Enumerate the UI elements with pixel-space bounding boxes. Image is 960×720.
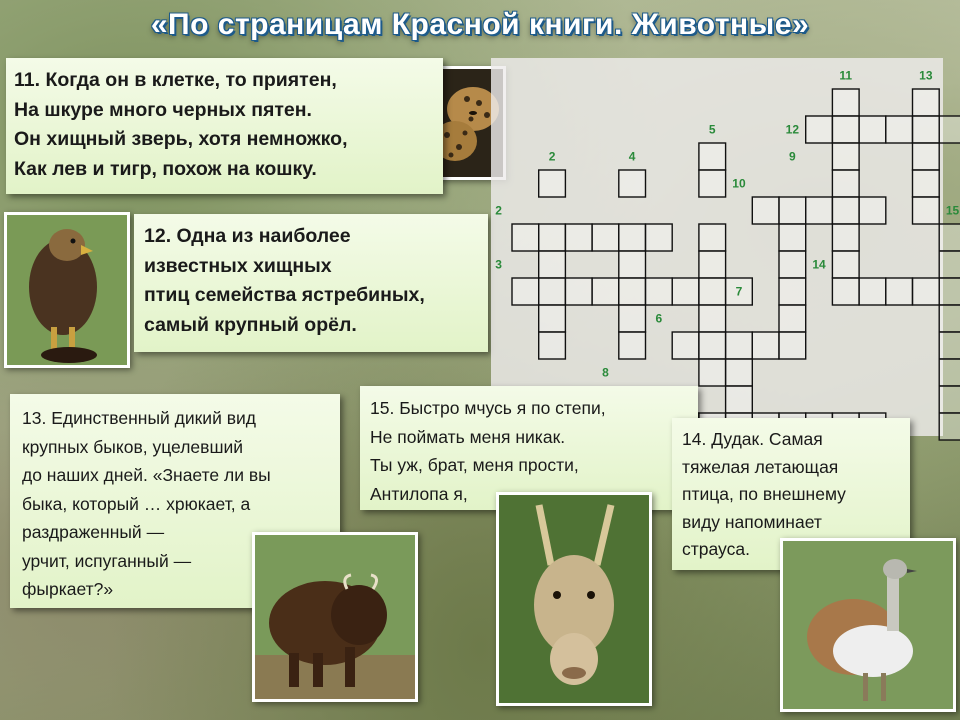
- crossword-cell[interactable]: [539, 251, 566, 278]
- crossword-cell[interactable]: [806, 197, 833, 224]
- crossword-cell[interactable]: [539, 278, 566, 305]
- clue-13-line: крупных быков, уцелевший: [22, 436, 244, 457]
- crossword-cell[interactable]: [779, 278, 806, 305]
- crossword-cell[interactable]: [859, 278, 886, 305]
- crossword-cell[interactable]: [939, 332, 960, 359]
- crossword-clue-number: 7: [735, 284, 743, 299]
- crossword-cell[interactable]: [832, 143, 859, 170]
- crossword-cell[interactable]: [752, 197, 779, 224]
- crossword-cell[interactable]: [539, 170, 566, 197]
- crossword-cell[interactable]: [779, 332, 806, 359]
- crossword-cell[interactable]: [939, 305, 960, 332]
- crossword-clue-number: 11: [839, 68, 853, 83]
- clue-11-line: 11. Когда он в клетке, то приятен,: [14, 69, 337, 91]
- crossword-cell[interactable]: [699, 143, 726, 170]
- clue-12-line: известных хищных: [144, 254, 332, 277]
- crossword-cell[interactable]: [699, 224, 726, 251]
- crossword-cell[interactable]: [699, 251, 726, 278]
- crossword-cell[interactable]: [939, 413, 960, 440]
- crossword-cell[interactable]: [726, 332, 753, 359]
- crossword-clue-number: 2: [495, 203, 502, 218]
- eagle-photo: [4, 212, 130, 368]
- crossword-cell[interactable]: [619, 332, 646, 359]
- crossword-cell[interactable]: [512, 278, 539, 305]
- crossword-cell[interactable]: [619, 170, 646, 197]
- crossword-cell[interactable]: [779, 224, 806, 251]
- crossword-cell[interactable]: [592, 224, 619, 251]
- crossword-cell[interactable]: [859, 197, 886, 224]
- crossword-cell[interactable]: [699, 359, 726, 386]
- crossword-cell[interactable]: [913, 143, 940, 170]
- crossword-clue-number: 9: [789, 149, 796, 164]
- clue-15-line: Ты уж, брат, меня прости,: [370, 455, 579, 475]
- crossword-cell[interactable]: [832, 251, 859, 278]
- crossword-cell[interactable]: [939, 386, 960, 413]
- crossword-cell[interactable]: [886, 116, 913, 143]
- crossword-cell[interactable]: [752, 332, 779, 359]
- clue-card-12: [134, 214, 488, 352]
- crossword-cell[interactable]: [806, 116, 833, 143]
- bison-photo: [252, 532, 418, 702]
- clue-13-line: 13. Единственный дикий вид: [22, 408, 256, 428]
- crossword-cell[interactable]: [646, 224, 673, 251]
- crossword-cell[interactable]: [859, 116, 886, 143]
- slide-title: «По страницам Красной книги. Животные»: [150, 8, 810, 41]
- crossword-cell[interactable]: [619, 224, 646, 251]
- crossword-clue-number: 6: [655, 311, 663, 326]
- crossword-cell[interactable]: [832, 116, 859, 143]
- crossword-cell[interactable]: [939, 224, 960, 251]
- crossword-cell[interactable]: [539, 305, 566, 332]
- clue-15-line: Не поймать меня никак.: [370, 426, 566, 447]
- crossword-cell[interactable]: [939, 116, 960, 143]
- crossword-grid: [491, 58, 960, 436]
- crossword-clue-number: 4: [628, 149, 636, 164]
- crossword-cell[interactable]: [539, 224, 566, 251]
- crossword-cell[interactable]: [726, 386, 753, 413]
- clue-14-line: птица, по внешнему: [682, 484, 846, 504]
- crossword-cell[interactable]: [619, 305, 646, 332]
- crossword-cell[interactable]: [913, 278, 940, 305]
- clue-card-11: [6, 58, 443, 194]
- crossword-clue-number: 8: [602, 365, 609, 380]
- crossword-cell[interactable]: [699, 305, 726, 332]
- crossword-clue-number: 3: [495, 257, 502, 272]
- crossword-cell[interactable]: [779, 305, 806, 332]
- clue-13-line: урчит, испуганный —: [22, 550, 192, 571]
- clue-11-line: На шкуре много черных пятен.: [14, 98, 312, 121]
- crossword-cell[interactable]: [913, 116, 940, 143]
- clue-15-line: 15. Быстро мчусь я по степи,: [370, 398, 606, 418]
- crossword-cell[interactable]: [592, 278, 619, 305]
- clue-11-line: Как лев и тигр, похож на кошку.: [14, 157, 317, 180]
- crossword-cell[interactable]: [779, 251, 806, 278]
- crossword-cell[interactable]: [832, 197, 859, 224]
- clue-13-line: быка, который … хрюкает, а: [22, 493, 251, 514]
- clue-11-line: Он хищный зверь, хотя немножко,: [14, 128, 348, 150]
- clue-14-line: тяжелая летающая: [682, 456, 839, 477]
- saiga-photo: [496, 492, 652, 706]
- crossword-clue-number: 2: [548, 149, 556, 164]
- crossword-cell[interactable]: [565, 224, 592, 251]
- clue-12-line: птиц семейства ястребиных,: [144, 284, 425, 306]
- crossword-clue-number: 13: [919, 68, 933, 83]
- crossword-cell[interactable]: [726, 359, 753, 386]
- clue-13-line: фыркает?»: [22, 579, 114, 599]
- crossword-cell[interactable]: [886, 278, 913, 305]
- crossword-cell[interactable]: [672, 278, 699, 305]
- crossword-cell[interactable]: [832, 89, 859, 116]
- bustard-photo: [780, 538, 956, 712]
- crossword-cell[interactable]: [699, 278, 726, 305]
- crossword-cell[interactable]: [832, 170, 859, 197]
- crossword-cell[interactable]: [939, 278, 960, 305]
- clue-12-line: самый крупный орёл.: [144, 313, 357, 336]
- crossword-clue-number: 10: [732, 176, 746, 191]
- crossword-cell[interactable]: [619, 251, 646, 278]
- crossword-cell[interactable]: [779, 197, 806, 224]
- crossword-cell[interactable]: [619, 278, 646, 305]
- crossword-cell[interactable]: [913, 197, 940, 224]
- crossword-cell[interactable]: [939, 251, 960, 278]
- clue-15-line: Антилопа я,: [370, 483, 468, 504]
- crossword-clue-number: 5: [708, 122, 716, 137]
- crossword-cell[interactable]: [913, 170, 940, 197]
- crossword-cell[interactable]: [832, 224, 859, 251]
- crossword-cell[interactable]: [539, 332, 566, 359]
- crossword-cell[interactable]: [939, 359, 960, 386]
- crossword-cell[interactable]: [646, 278, 673, 305]
- clue-13-line: раздраженный —: [22, 522, 165, 542]
- crossword-clue-number: 15: [945, 203, 960, 218]
- clue-12-line: 12. Одна из наиболее: [144, 225, 351, 247]
- clue-13-line: до наших дней. «Знаете ли вы: [22, 465, 271, 485]
- crossword-cell[interactable]: [565, 278, 592, 305]
- crossword-cell[interactable]: [672, 332, 699, 359]
- clue-14-line: виду напоминает: [682, 511, 822, 532]
- crossword-cell[interactable]: [512, 224, 539, 251]
- crossword-cell[interactable]: [699, 332, 726, 359]
- crossword-cell[interactable]: [832, 278, 859, 305]
- clue-14-line: страуса.: [682, 539, 750, 559]
- crossword-cell[interactable]: [913, 89, 940, 116]
- crossword-clue-number: 14: [812, 257, 826, 272]
- clue-14-line: 14. Дудак. Самая: [682, 429, 823, 449]
- crossword-clue-number: 12: [785, 122, 800, 137]
- crossword-cell[interactable]: [699, 170, 726, 197]
